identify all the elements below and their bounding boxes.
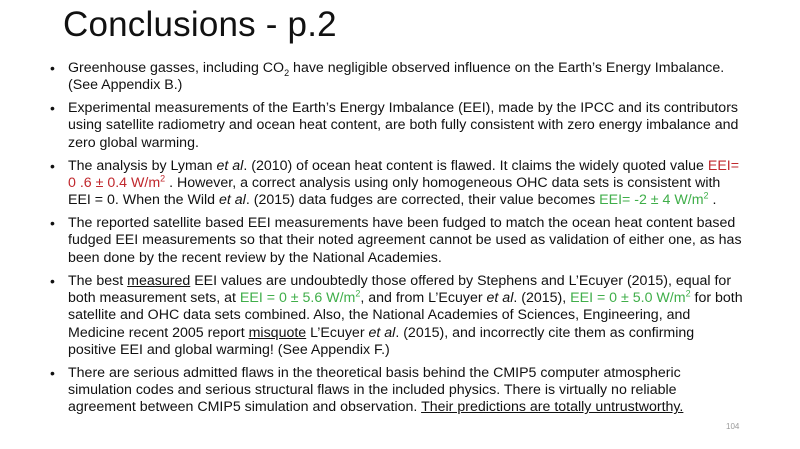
text: . However, a correct analysis using only homogeneous OHC data sets is consistent with EEI = 0. When the Wild xyxy=(68,174,721,209)
text: There are serious admitted flaws in the theoretical basis behind the CMIP5 computer atmospheric simulation codes and serious structural flaws in the included physics. There is virtually no reliable agreement between CMIP5 simulation and observation. xyxy=(68,364,681,416)
bullet-item-4 xyxy=(46,215,746,267)
page-number: 104 xyxy=(726,422,740,431)
text: The reported satellite based EEI measurements have been fudged to match the ocean heat content based fudged EEI measurements so that their noted agreement cannot be used as validation of either one, as has been done by the recent review by the National Academies. xyxy=(68,215,742,266)
text: . (2015), and incorrectly cite them as confirming positive EEI and global warming! (See Appendix F.) xyxy=(68,324,695,358)
text: EEI values are undoubtedly those offered by Stephens and L’Ecuyer (2015), equal for both measurement sets, at xyxy=(68,272,732,306)
bullet-dot: • xyxy=(50,215,55,232)
green-value xyxy=(240,290,360,306)
underlined-text: measured xyxy=(127,272,191,289)
text: The best xyxy=(68,272,128,289)
value-text: EEI = 0 ± 5.6 W/m xyxy=(239,289,356,306)
value-text: EEI= -2 ± 4 W/m xyxy=(599,192,704,209)
et-al: et al xyxy=(486,289,514,306)
text: Experimental measurements of the Earth’s Energy Imbalance (EEI), made by the IPCC and its contributors using satellite radiometry and ocean heat content, are both fully consistent with zero energy imbalance and zero global warming. xyxy=(68,100,739,151)
bullet-item-6 xyxy=(46,365,746,417)
bullet-dot: • xyxy=(50,100,55,117)
superscript: 2 xyxy=(685,288,691,299)
bullet-item-1 xyxy=(46,60,746,95)
bullet-list xyxy=(46,60,746,422)
text: Greenhouse gasses, including CO xyxy=(68,60,285,76)
bullet-item-2 xyxy=(46,100,746,152)
bullet-dot: • xyxy=(50,157,55,174)
text: . (2010) of ocean heat content is flawed. It claims the widely quoted value xyxy=(243,157,708,174)
bullet-dot: • xyxy=(50,60,55,76)
value-text: EEI= 0 .6 ± 0.4 W/m xyxy=(68,157,740,191)
slide-title: Conclusions - p.2 xyxy=(63,5,337,44)
value-text: EEI = 0 ± 5.0 W/m xyxy=(570,289,686,306)
bullet-dot: • xyxy=(50,364,55,381)
superscript: 2 xyxy=(160,173,166,184)
text: . xyxy=(708,192,717,209)
superscript: 2 xyxy=(703,190,709,201)
text: have negligible observed influence on the Earth’s Energy Imbalance. (See Appendix B.) xyxy=(68,60,725,94)
bullet-dot: • xyxy=(50,272,55,289)
green-value xyxy=(599,192,708,208)
text: for both satellite and OHC data sets combined. Also, the National Academies of Sciences, Engineering, and Medicine recent 2005 report xyxy=(68,289,743,341)
subscript: 2 xyxy=(284,67,290,78)
text: . (2015), xyxy=(513,289,571,306)
superscript: 2 xyxy=(355,288,361,299)
et-al: et al xyxy=(216,157,244,174)
et-al: et al xyxy=(219,192,246,209)
text: L’Ecuyer xyxy=(306,324,369,341)
bullet-item-5 xyxy=(46,273,746,359)
text: , and from L’Ecuyer xyxy=(360,289,487,306)
underlined-text: misquote xyxy=(248,324,307,341)
text: The analysis by Lyman xyxy=(68,157,217,174)
underlined-text: Their predictions are totally untrustworthy. xyxy=(421,399,684,416)
text: . (2015) data fudges are corrected, their value becomes xyxy=(245,192,600,209)
bullet-item-3 xyxy=(46,158,746,210)
green-value xyxy=(570,290,690,306)
et-al: et al xyxy=(368,324,396,341)
